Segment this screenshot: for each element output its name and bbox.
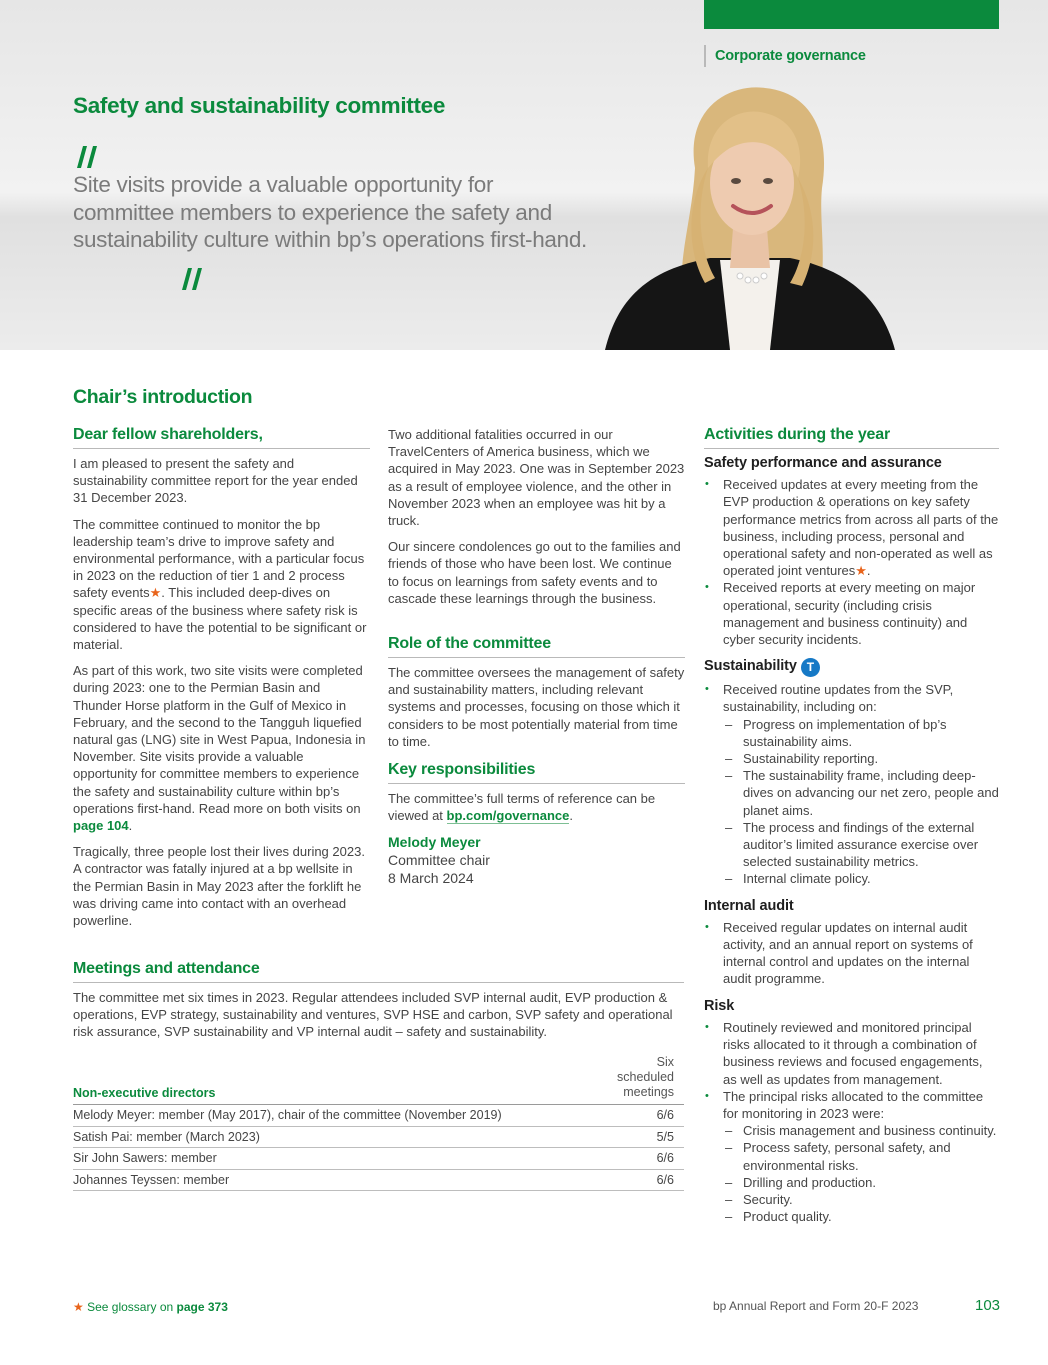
internal-audit-subheading: Internal audit	[704, 897, 794, 914]
director-name: Satish Pai: member (March 2023)	[73, 1126, 604, 1148]
hero-banner	[0, 0, 1048, 350]
risk-sublist	[723, 1122, 999, 1225]
intro-paragraph: As part of this work, two site visits were completed during 2023: one to the Permian Basin and Thunder Horse platform in the Gulf of Mexico in February, and the second to the Tangguh liquefied natural gas (LNG) site in West Papua, Indonesia in November. Site visits provide a valuable opportunity for committee members to experience the safety and sustainability culture within bp’s operations first-hand. Read more on both visits on page 104.	[73, 663, 366, 834]
responsibilities-block	[388, 790, 685, 887]
glossary-star-icon: ★	[149, 585, 162, 601]
list-item: • Received reports at every meeting on major operational, security (including crisis management and business continuity) and cyber security incidents.	[704, 579, 999, 648]
sustainability-list	[704, 681, 999, 887]
safety-list	[704, 476, 999, 648]
sublist-item: – The sustainability frame, including deep-dives on advancing our net zero, people and planet aims.	[723, 767, 999, 819]
glossary-star-icon: ★	[855, 563, 867, 579]
sublist-item: – Crisis management and business continuity.	[723, 1122, 999, 1139]
sublist-item: – Process safety, personal safety, and environmental risks.	[723, 1139, 999, 1173]
page-number: 103	[975, 1297, 1001, 1314]
column-header-meetings: Six scheduled meetings	[604, 1055, 684, 1105]
sublist-item: – Internal climate policy.	[723, 870, 999, 887]
list-item: • Received updates at every meeting from the EVP production & operations on key safety performance metrics from across all parts of the business, including process, personal and operational safety and non-operated as well as operated joint ventures★.	[704, 476, 999, 579]
intro-paragraph: The committee continued to monitor the bp leadership team’s drive to improve safety and environmental performance, with a particular focus in 2023 on the reduction of tier 1 and 2 process safety events★. This included deep-dives on specific areas of the business where safety risk is considered to have the potential to be significant or material.	[73, 516, 367, 653]
intro-paragraph: Our sincere condolences go out to the families and friends of those who have been lost. We continue to focus on learnings from safety events and to cascade these learnings through the business.	[388, 539, 681, 606]
close-quote-icon	[178, 262, 208, 292]
table-row	[73, 1148, 684, 1170]
sublist-item: – Sustainability reporting.	[723, 750, 999, 767]
sublist-item: – Security.	[723, 1191, 999, 1208]
page-title: Safety and sustainability committee	[73, 93, 446, 118]
list-item: • The principal risks allocated to the committee for monitoring in 2023 were: – Crisis management and business continuity. – Process safety, personal safety, and environmental risks. – Drilling and production. – Security. – Product quality.	[704, 1088, 999, 1226]
open-quote-icon	[73, 140, 103, 170]
table-row	[73, 1105, 684, 1127]
page-104-link[interactable]: page 104	[73, 818, 129, 834]
attendance-value: 5/5	[604, 1126, 684, 1148]
sublist-item: – Product quality.	[723, 1208, 999, 1225]
list-item: • Routinely reviewed and monitored principal risks allocated to it through a combination of business reviews and focused engagements, as well as updates from management.	[704, 1019, 999, 1088]
role-heading: Role of the committee	[388, 635, 685, 658]
attendance-value: 6/6	[604, 1148, 684, 1170]
governance-link[interactable]: bp.com/governance	[446, 808, 570, 824]
risk-subheading: Risk	[704, 997, 735, 1014]
activities-heading: Activities during the year	[704, 426, 999, 449]
responsibilities-text: The committee’s full terms of reference can be viewed at bp.com/governance.	[388, 791, 656, 824]
activities-column	[704, 445, 999, 1225]
tcfd-badge-icon: T	[801, 658, 820, 677]
sublist-item: – Progress on implementation of bp’s sustainability aims.	[723, 716, 999, 750]
attendance-value: 6/6	[604, 1169, 684, 1191]
top-accent-bar	[704, 0, 999, 29]
salutation: Dear fellow shareholders,	[73, 426, 370, 449]
director-name: Johannes Teyssen: member	[73, 1169, 604, 1191]
signature-block	[388, 833, 685, 887]
meetings-text-block	[73, 989, 684, 1050]
intro-paragraph: Two additional fatalities occurred in our TravelCenters of America business, which we acquired in May 2023. One was in September 2023 as a result of employee violence, and the other in November 2023 when an employee was hit by a truck.	[388, 427, 685, 529]
director-name: Sir John Sawers: member	[73, 1148, 604, 1170]
list-item: • Received routine updates from the SVP, sustainability, including on: – Progress on implementation of bp’s sustainability aims. – Sustainability reporting. – The sustainability frame, including deep-dives on advancing our net zero, people and planet aims. – The process and findings of the external auditor’s limited assurance exercise over selected sustainability metrics. – Internal climate policy.	[704, 681, 999, 887]
intro-paragraph: I am pleased to present the safety and sustainability committee report for the year ended 31 December 2023.	[73, 456, 358, 506]
sustainability-sublist	[723, 716, 999, 888]
sublist-item: – The process and findings of the external auditor’s limited assurance exercise over selected sustainability metrics.	[723, 819, 999, 871]
signer-role: Committee chair	[388, 852, 490, 869]
list-item: • Received regular updates on internal audit activity, and an annual report on systems of internal control and updates on the internal audit programme.	[704, 919, 999, 988]
role-text-block	[388, 664, 685, 759]
glossary-page-link[interactable]: page 373	[176, 1300, 228, 1314]
director-name: Melody Meyer: member (May 2017), chair of the committee (November 2019)	[73, 1105, 604, 1127]
pull-quote: Site visits provide a valuable opportunity for committee members to experience the safety and sustainability culture within bp’s operations first-hand.	[73, 172, 588, 252]
safety-subheading: Safety performance and assurance	[704, 455, 942, 471]
report-name: bp Annual Report and Form 20-F 2023	[713, 1299, 919, 1313]
intro-heading: Chair’s introduction	[73, 386, 253, 408]
sublist-item: – Drilling and production.	[723, 1174, 999, 1191]
responsibilities-heading: Key responsibilities	[388, 761, 685, 784]
risk-list	[704, 1019, 999, 1225]
attendance-value: 6/6	[604, 1105, 684, 1127]
sustainability-subheading: Sustainability T	[704, 658, 999, 677]
meetings-text: The committee met six times in 2023. Regular attendees included SVP internal audit, EVP production & operations, EVP strategy, sustainability and ventures, SVP HSE and carbon, SVP safety and operational risk assurance, SVP sustainability and VP internal audit – safety and sustainability.	[73, 990, 673, 1040]
attendance-table	[73, 1055, 684, 1191]
role-text: The committee oversees the management of safety and sustainability matters, including relevant systems and processes, focusing on those which it considers to be most potentially material from time to time.	[388, 665, 685, 749]
intro-column-1	[73, 455, 370, 938]
table-row	[73, 1169, 684, 1191]
chair-portrait-photo	[600, 78, 900, 350]
glossary-note: ★ See glossary on page 373	[73, 1300, 228, 1314]
column-header-directors: Non-executive directors	[73, 1055, 604, 1105]
signer-date: 8 March 2024	[388, 870, 474, 887]
meetings-heading: Meetings and attendance	[73, 960, 684, 983]
audit-list	[704, 919, 999, 988]
table-row	[73, 1126, 684, 1148]
signer-name: Melody Meyer	[388, 834, 481, 851]
table-header-row	[73, 1055, 684, 1105]
intro-paragraph: Tragically, three people lost their lives during 2023. A contractor was fatally injured at a bp wellsite in the Permian Basin in May 2023 after the forklift he was driving came into contact with an overhead powerline.	[73, 844, 365, 929]
intro-column-2	[388, 426, 685, 616]
glossary-star-icon: ★	[73, 1300, 84, 1314]
section-label: Corporate governance	[704, 45, 866, 67]
